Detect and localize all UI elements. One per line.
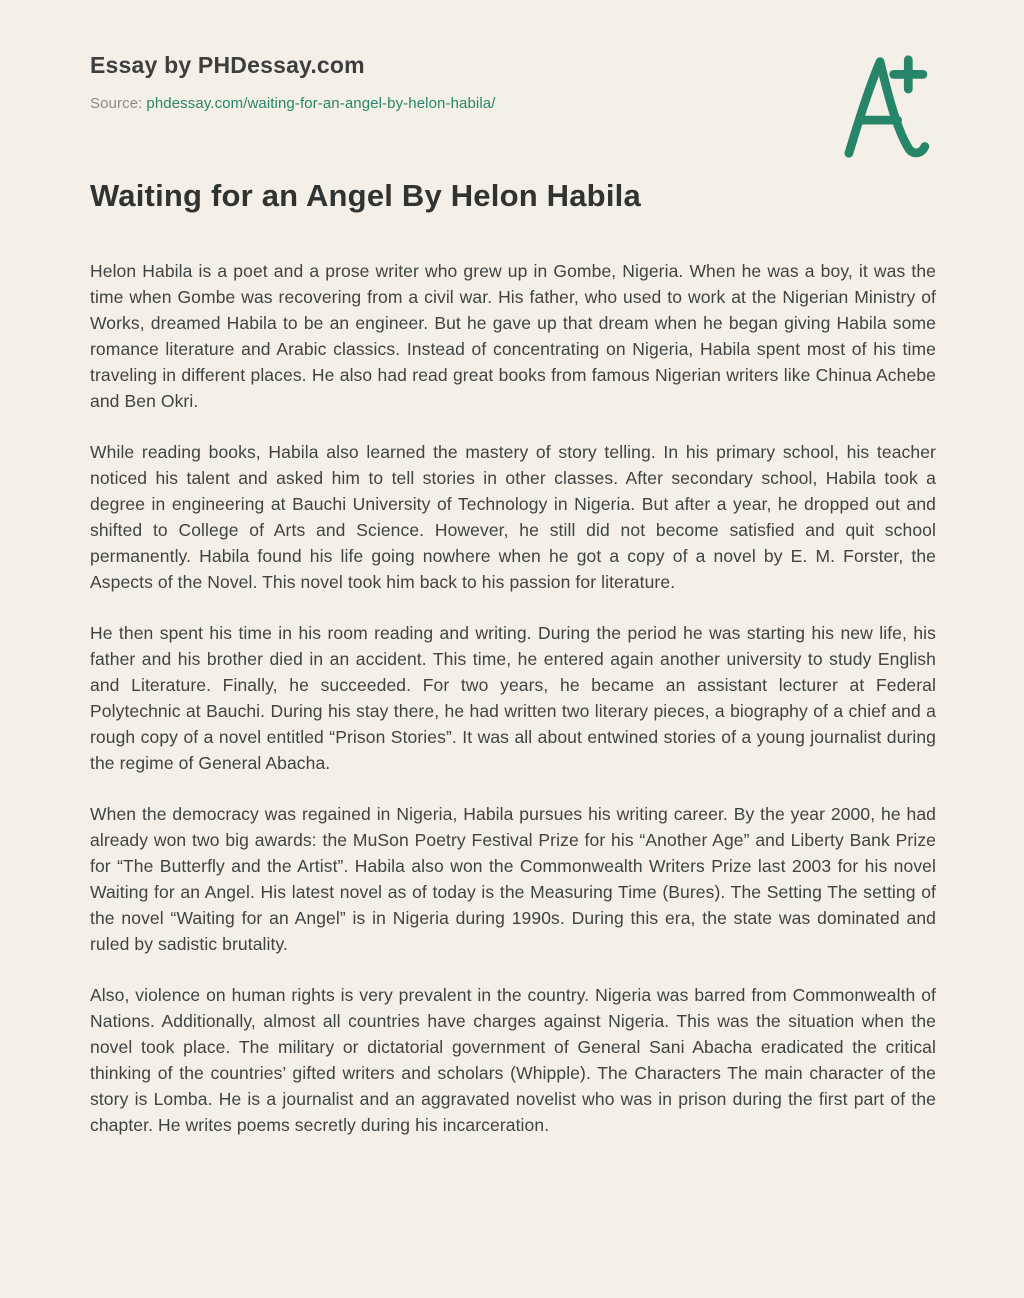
- source-line: [90, 95, 936, 112]
- header-left: [90, 52, 936, 112]
- paragraph-3: He then spent his time in his room reading and writing. During the period he was starting his new life, his father and his brother died in an accident. This time, he entered again another university to study English and Literature. Finally, he succeeded. For two years, he became an assistant lecturer at Federal Polytechnic at Bauchi. During his stay there, he had written two literary pieces, a biography of a chief and a rough copy of a novel entitled “Prison Stories”. It was all about entwined stories of a young journalist during the regime of General Abacha.: [90, 623, 936, 773]
- essay-body: [90, 258, 936, 1138]
- source-url-link[interactable]: phdessay.com/waiting-for-an-angel-by-helon-habila/: [146, 95, 496, 112]
- header: [90, 52, 936, 112]
- paragraph-2: While reading books, Habila also learned the mastery of story telling. In his primary school, his teacher noticed his talent and asked him to tell stories in other classes. After secondary school, Habila took a degree in engineering at Bauchi University of Technology in Nigeria. But after a year, he dropped out and shifted to College of Arts and Science. However, he still did not become satisfied and quit school permanently. Habila found his life going nowhere when he got a copy of a novel by E. M. Forster, the Aspects of the Novel. This novel took him back to his passion for literature.: [90, 442, 936, 592]
- paragraph-4: When the democracy was regained in Nigeria, Habila pursues his writing career. By the year 2000, he had already won two big awards: the MuSon Poetry Festival Prize for his “Another Age” and Liberty Bank Prize for “The Butterfly and the Artist”. Habila also won the Commonwealth Writers Prize last 2003 for his novel Waiting for an Angel. His latest novel as of today is the Measuring Time (Bures). The Setting The setting of the novel “Waiting for an Angel” is in Nigeria during 1990s. During this era, the state was dominated and ruled by sadistic brutality.: [90, 804, 936, 954]
- paragraph-1: Helon Habila is a poet and a prose writer who grew up in Gombe, Nigeria. When he was a boy, it was the time when Gombe was recovering from a civil war. His father, who used to work at the Nigerian Ministry of Works, dreamed Habila to be an engineer. But he gave up that dream when he began giving Habila some romance literature and Arabic classics. Instead of concentrating on Nigeria, Habila spent most of his time traveling in different places. He also had read great books from famous Nigerian writers like Chinua Achebe and Ben Okri.: [90, 261, 936, 411]
- source-label: Source:: [90, 95, 143, 112]
- byline: Essay by PHDessay.com: [90, 52, 365, 78]
- paragraph-5: Also, violence on human rights is very prevalent in the country. Nigeria was barred from Commonwealth of Nations. Additionally, almost all countries have charges against Nigeria. This was the situation when the novel took place. The military or dictatorial government of General Sani Abacha eradicated the critical thinking of the countries’ gifted writers and scholars (Whipple). The Characters The main character of the story is Lomba. He is a journalist and an aggravated novelist who was in prison during the first part of the chapter. He writes poems secretly during his incarceration.: [90, 985, 936, 1135]
- phdessay-a-plus-logo-icon: [832, 52, 932, 164]
- essay-title: Waiting for an Angel By Helon Habila: [90, 178, 641, 213]
